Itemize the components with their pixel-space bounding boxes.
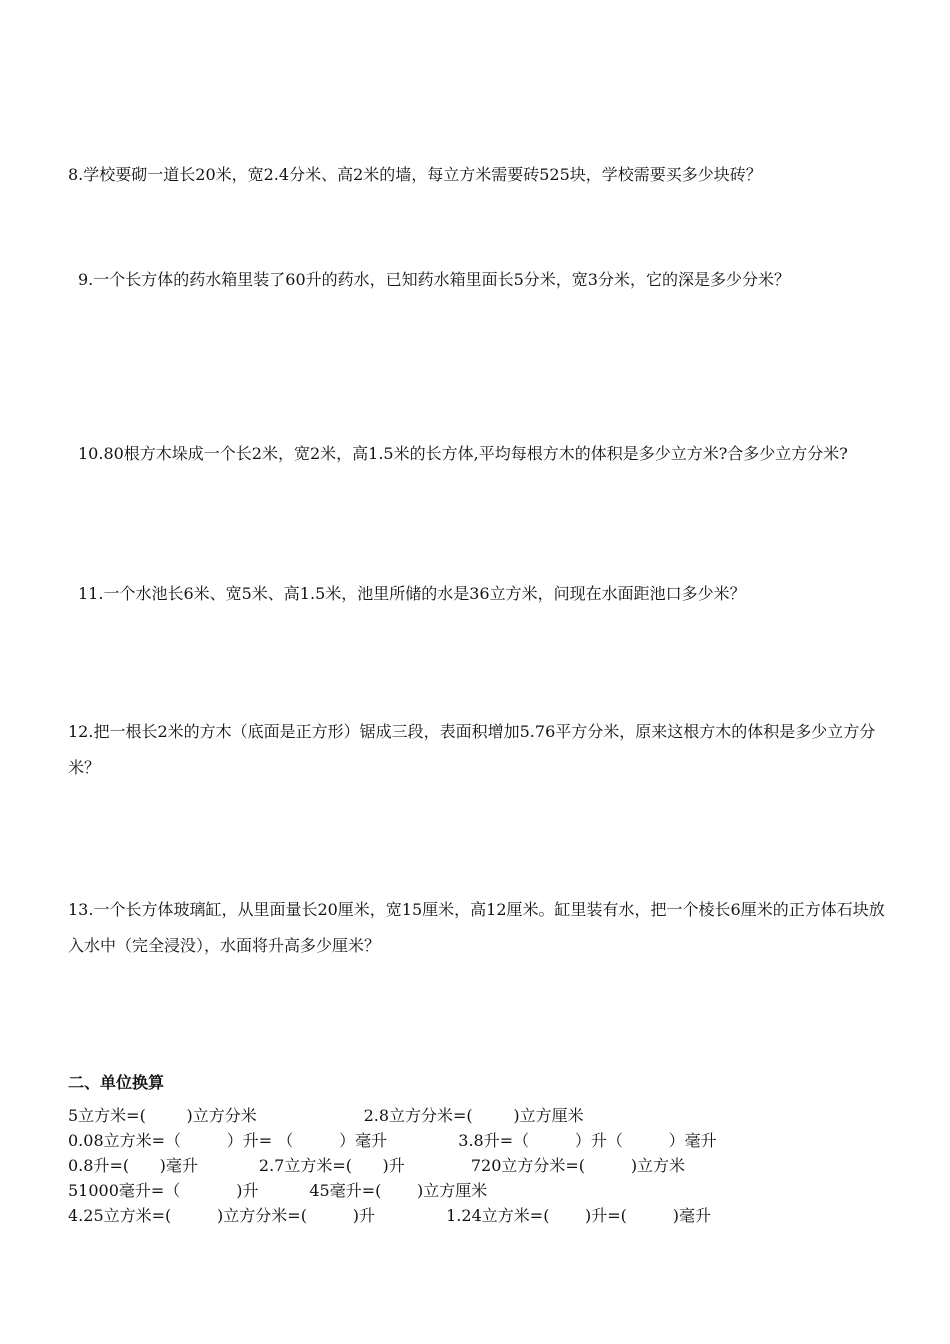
question-10: 10.80根方木垛成一个长2米，宽2米，高1.5米的长方体,平均每根方木的体积是多少立方米?合多少立方分米? (78, 444, 848, 463)
section-title-unit-conversion: 二、单位换算 (68, 1073, 165, 1092)
question-13: 13.一个长方体玻璃缸，从里面量长20厘米，宽15厘米，高12厘米。缸里装有水，把一个棱长6厘米的正方体石块放入水中（完全浸没），水面将升高多少厘米？ (68, 900, 885, 955)
question-11: 11.一个水池长6米、宽5米、高1.5米，池里所储的水是36立方米，问现在水面距池口多少米？ (78, 584, 746, 603)
conversion-line-2: 0.08立方米=（ ）升= （ ）毫升 3.8升=（ ）升（ ）毫升 (68, 1131, 717, 1150)
conversion-line-4: 51000毫升=（ )升 45毫升=( )立方厘米 (68, 1181, 488, 1200)
question-8: 8.学校要砌一道长20米，宽2.4分米、高2米的墙，每立方米需要砖525块，学校需要买多少块砖？ (68, 165, 762, 184)
conversion-line-1: 5立方米=( )立方分米 2.8立方分米=( )立方厘米 (68, 1106, 584, 1125)
conversion-line-5: 4.25立方米=( )立方分米=( )升 1.24立方米=( )升=( )毫升 (68, 1206, 711, 1225)
question-12: 12.把一根长2米的方木（底面是正方形）锯成三段，表面积增加5.76平方分米，原来这根方木的体积是多少立方分米？ (68, 722, 876, 777)
conversion-line-3: 0.8升=( )毫升 2.7立方米=( )升 720立方分米=( )立方米 (68, 1156, 686, 1175)
question-9: 9.一个长方体的药水箱里装了60升的药水，已知药水箱里面长5分米，宽3分米，它的深是多少分米？ (78, 270, 790, 289)
